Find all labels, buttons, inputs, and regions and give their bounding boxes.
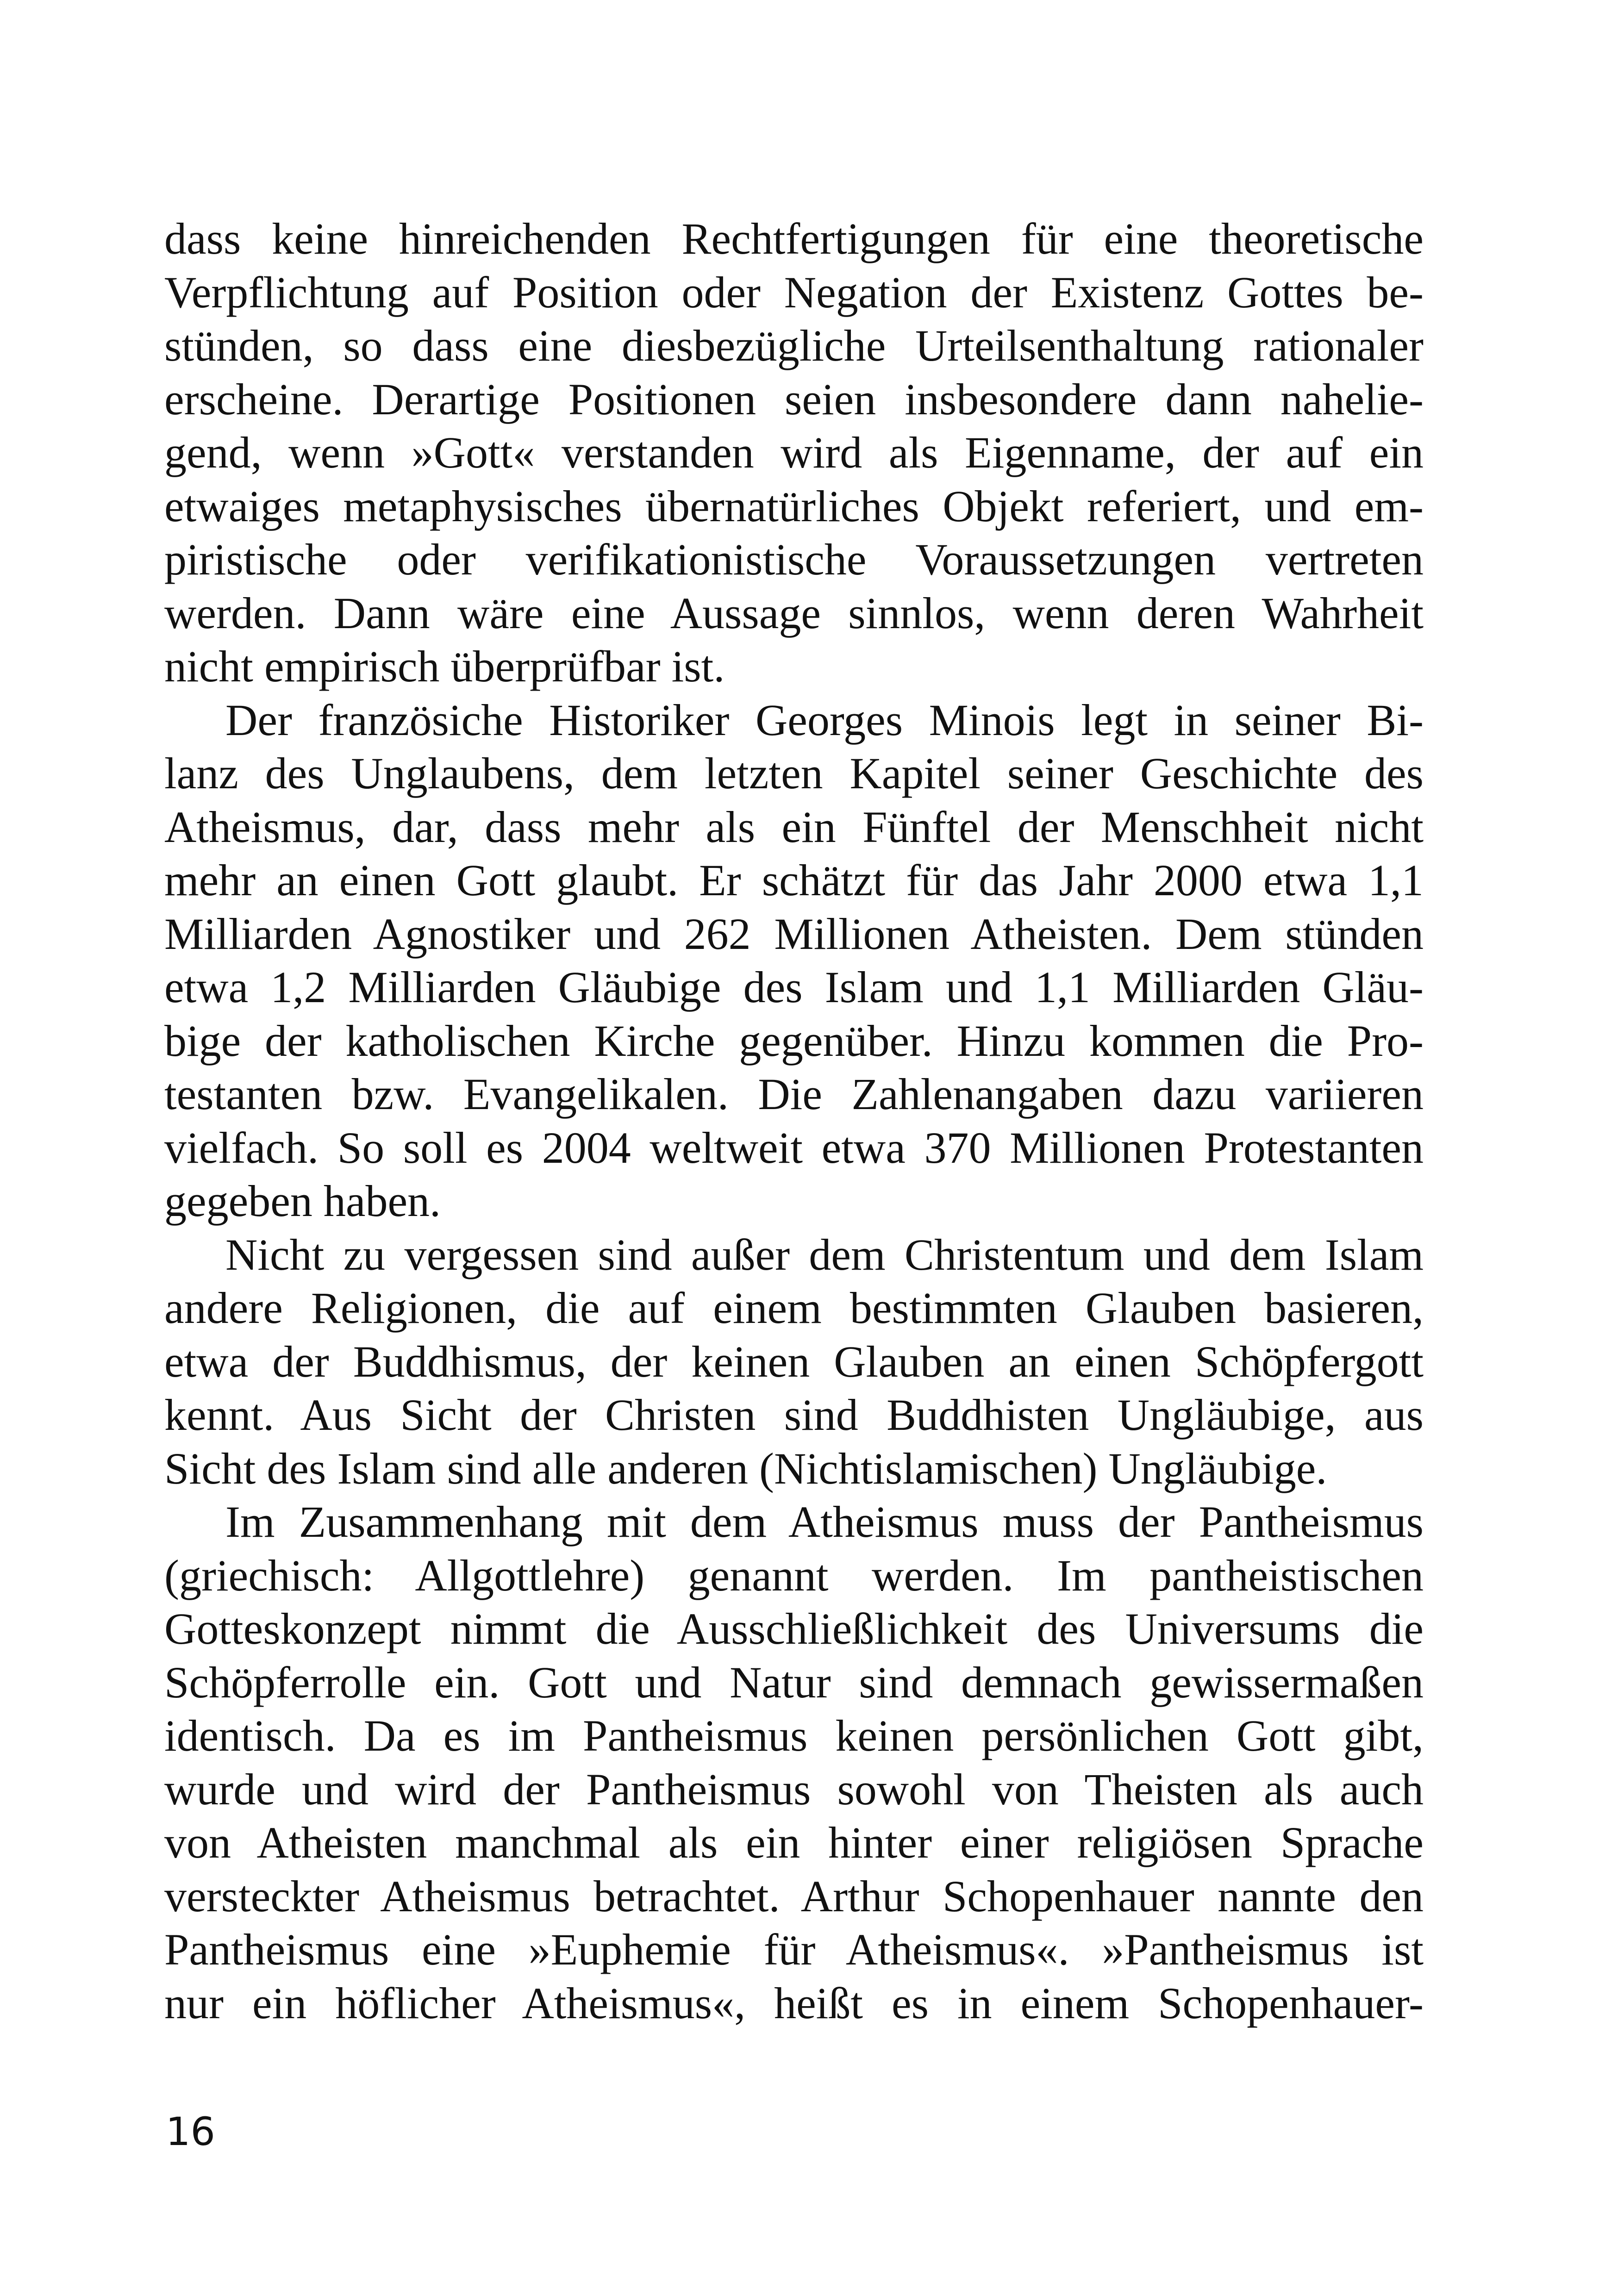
text-line: Atheismus, dar, dass mehr als ein Fünftel der Menschheit nicht — [164, 802, 1424, 852]
paragraph — [164, 1228, 1424, 1496]
text-line: Gotteskonzept nimmt die Ausschließlichkeit des Universums die — [164, 1604, 1424, 1653]
text-line: nur ein höflicher Atheismus«, heißt es in einem Schopenhauer- — [164, 1978, 1424, 2028]
text-line: piristische oder verifikationistische Voraussetzungen vertreten — [164, 535, 1424, 584]
text-line: identisch. Da es im Pantheismus keinen persönlichen Gott gibt, — [164, 1711, 1424, 1760]
text-line: etwaiges metaphysisches übernatürliches Objekt referiert, und em- — [164, 481, 1424, 531]
text-line: dass keine hinreichenden Rechtfertigungen für eine theoretische — [164, 214, 1424, 263]
text-line: von Atheisten manchmal als ein hinter einer religiösen Sprache — [164, 1818, 1424, 1867]
text-line: (griechisch: Allgottlehre) genannt werden. Im pantheistischen — [164, 1550, 1424, 1600]
text-line: etwa der Buddhismus, der keinen Glauben an einen Schöpfergott — [164, 1336, 1424, 1386]
text-line: Im Zusammenhang mit dem Atheismus muss der Pantheismus — [225, 1497, 1424, 1547]
text-line: vielfach. So soll es 2004 weltweit etwa 370 Millionen Protestanten — [164, 1123, 1424, 1172]
text-line: stünden, so dass eine diesbezügliche Urteilsenthaltung rationaler — [164, 321, 1424, 370]
text-line: Der französiche Historiker Georges Minois legt in seiner Bi- — [225, 695, 1424, 745]
text-line: gend, wenn »Gott« verstanden wird als Eigenname, der auf ein — [164, 428, 1424, 477]
page-number: 16 — [166, 2109, 215, 2154]
text-line: erscheine. Derartige Positionen seien insbesondere dann nahelie- — [164, 374, 1424, 424]
text-line: lanz des Unglaubens, dem letzten Kapitel seiner Geschichte des — [164, 748, 1424, 798]
paragraph — [164, 212, 1424, 693]
text-line: Verpflichtung auf Position oder Negation der Existenz Gottes be- — [164, 267, 1424, 317]
text-line: versteckter Atheismus betrachtet. Arthur Schopenhauer nannte den — [164, 1871, 1424, 1921]
text-line: testanten bzw. Evangelikalen. Die Zahlenangaben dazu variieren — [164, 1069, 1424, 1119]
body-text — [164, 212, 1424, 2030]
text-line: mehr an einen Gott glaubt. Er schätzt für das Jahr 2000 etwa 1,1 — [164, 855, 1424, 905]
paragraph — [164, 1495, 1424, 2030]
paragraph — [164, 693, 1424, 1228]
text-line: bige der katholischen Kirche gegenüber. Hinzu kommen die Pro- — [164, 1016, 1424, 1066]
text-line: andere Religionen, die auf einem bestimmten Glauben basieren, — [164, 1283, 1424, 1333]
text-line: Schöpferrolle ein. Gott und Natur sind demnach gewissermaßen — [164, 1657, 1424, 1707]
text-line: Nicht zu vergessen sind außer dem Christentum und dem Islam — [225, 1229, 1424, 1279]
text-line: Pantheismus eine »Euphemie für Atheismus«. »Pantheismus ist — [164, 1925, 1424, 1974]
text-line: gegeben haben. — [164, 1176, 441, 1226]
text-line: Sicht des Islam sind alle anderen (Nichtislamischen) Ungläubige. — [164, 1443, 1327, 1493]
text-line: wurde und wird der Pantheismus sowohl von Theisten als auch — [164, 1764, 1424, 1814]
text-line: werden. Dann wäre eine Aussage sinnlos, wenn deren Wahrheit — [164, 588, 1424, 638]
text-line: kennt. Aus Sicht der Christen sind Buddhisten Ungläubige, aus — [164, 1390, 1424, 1440]
text-line: Milliarden Agnostiker und 262 Millionen Atheisten. Dem stünden — [164, 909, 1424, 959]
text-line: nicht empirisch überprüfbar ist. — [164, 642, 725, 691]
text-line: etwa 1,2 Milliarden Gläubige des Islam und 1,1 Milliarden Gläu- — [164, 962, 1424, 1012]
